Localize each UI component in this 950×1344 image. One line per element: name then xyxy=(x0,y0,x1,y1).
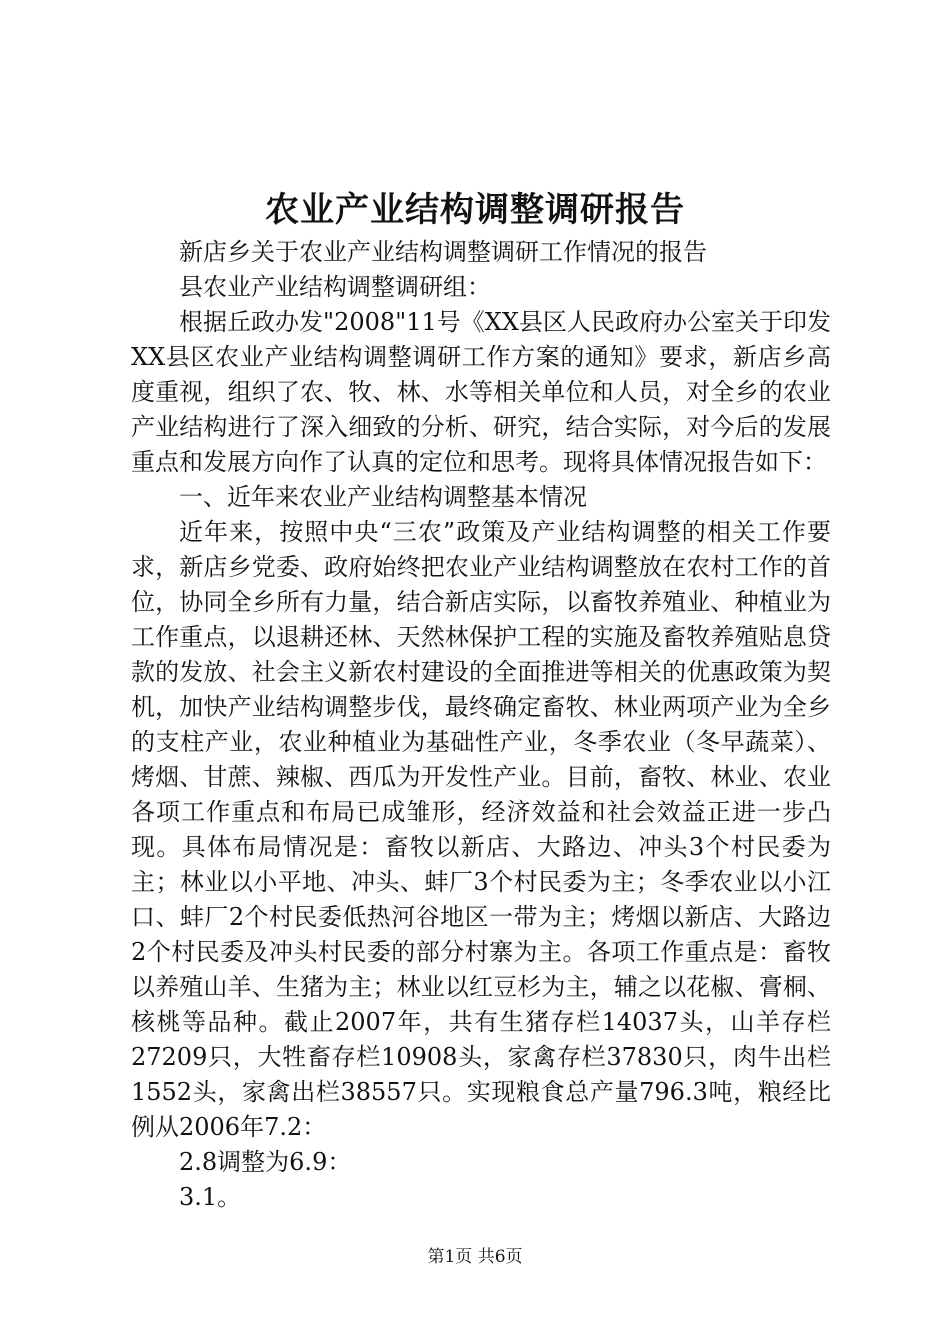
page-number-footer: 第1页 共6页 xyxy=(427,1247,523,1267)
paragraph-ratio-line-1: 2.8调整为6.9： xyxy=(179,1148,352,1176)
paragraph-ratio-line-2: 3.1。 xyxy=(179,1183,242,1211)
document-title: 农业产业结构调整调研报告 xyxy=(265,190,685,230)
document-body xyxy=(131,235,831,1215)
document-subtitle: 新店乡关于农业产业结构调整调研工作情况的报告 xyxy=(179,238,707,266)
section-heading-1: 一、近年来农业产业结构调整基本情况 xyxy=(179,483,587,511)
salutation: 县农业产业结构调整调研组： xyxy=(179,273,491,301)
paragraph-intro: 根据丘政办发"2008"11号《XX县区人民政府办公室关于印发XX县区农业产业结构调整调研工作方案的通知》要求，新店乡高度重视，组织了农、牧、林、水等相关单位和人员，对全乡的农业产业结构进行了深入细致的分析、研究，结合实际，对今后的发展重点和发展方向作了认真的定位和思考。现将具体情况报告如下： xyxy=(131,308,831,476)
paragraph-section-1: 近年来，按照中央“三农”政策及产业结构调整的相关工作要求，新店乡党委、政府始终把农业产业结构调整放在农村工作的首位，协同全乡所有力量，结合新店实际，以畜牧养殖业、种植业为工作重点，以退耕还林、天然林保护工程的实施及畜牧养殖贴息贷款的发放、社会主义新农村建设的全面推进等相关的优惠政策为契机，加快产业结构调整步伐，最终确定畜牧、林业两项产业为全乡的支柱产业，农业种植业为基础性产业，冬季农业（冬早蔬菜）、烤烟、甘蔗、辣椒、西瓜为开发性产业。目前，畜牧、林业、农业各项工作重点和布局已成雏形，经济效益和社会效益正进一步凸现。具体布局情况是：畜牧以新店、大路边、冲头3个村民委为主；林业以小平地、冲头、蚌厂3个村民委为主；冬季农业以小江口、蚌厂2个村民委低热河谷地区一带为主；烤烟以新店、大路边2个村民委及冲头村民委的部分村寨为主。各项工作重点是：畜牧以养殖山羊、生猪为主；林业以红豆杉为主，辅之以花椒、膏桐、核桃等品种。截止2007年，共有生猪存栏14037头，山羊存栏27209只，大牲畜存栏10908头，家禽存栏37830只，肉牛出栏1552头，家禽出栏38557只。实现粮食总产量796.3吨，粮经比例从2006年7.2： xyxy=(131,518,831,1141)
